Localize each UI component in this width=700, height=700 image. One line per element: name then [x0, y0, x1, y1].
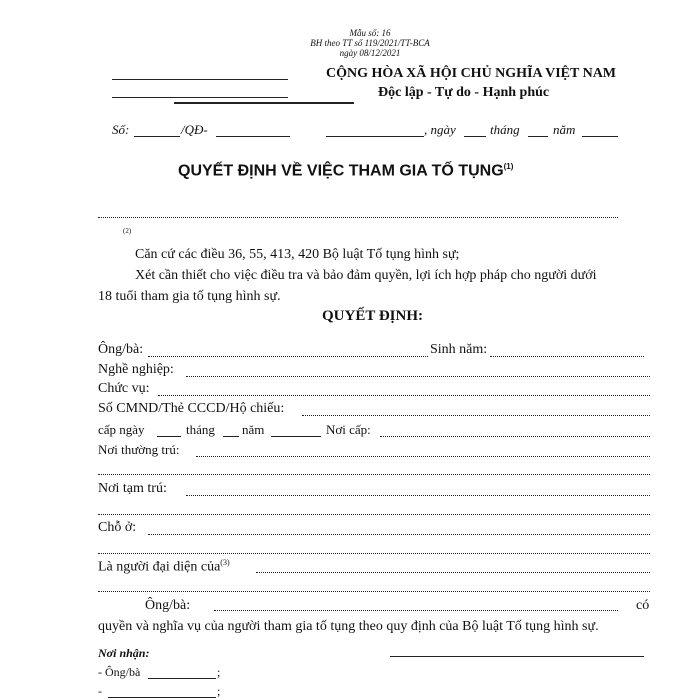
cho-o-field-2[interactable] — [98, 553, 650, 554]
ngay-label: , ngày — [424, 122, 456, 137]
qd-label: /QĐ- — [181, 122, 208, 137]
nghe-nghiep-label: Nghề nghiệp: — [98, 362, 174, 377]
thang-label: tháng — [490, 122, 520, 137]
qd-blank[interactable] — [216, 136, 290, 137]
chuc-vu-label: Chức vụ: — [98, 381, 150, 396]
form-ban-hanh: BH theo TT số 119/2021/TT-BCA — [310, 38, 430, 48]
nam-label: năm — [553, 122, 576, 137]
agency-line-2 — [112, 97, 288, 98]
thang-blank[interactable] — [528, 136, 548, 137]
closing-ong-ba-label: Ông/bà: — [145, 598, 191, 613]
cho-o-label: Chỗ ở: — [98, 520, 137, 535]
recipient-1-label: - Ông/bà — [98, 665, 141, 679]
signature-line[interactable] — [390, 656, 644, 657]
recipient-2-end: ; — [217, 684, 221, 698]
place-blank[interactable] — [326, 136, 424, 137]
form-number — [300, 28, 440, 58]
noi-thuong-tru-label: Nơi thường trú: — [98, 442, 180, 457]
cap-ngay-field[interactable] — [157, 436, 181, 437]
dai-dien-field[interactable] — [256, 572, 650, 573]
basis-line-2: Xét cần thiết cho việc điều tra và bảo đảm quyền, lợi ích hợp pháp cho người dưới — [135, 268, 597, 283]
so-blank[interactable] — [134, 136, 180, 137]
dai-dien-label — [98, 558, 230, 576]
noi-thuong-tru-field[interactable] — [196, 456, 650, 457]
cap-nam-label: năm — [242, 422, 265, 437]
form-ngay: ngày 08/12/2021 — [339, 48, 401, 58]
cmnd-label: Số CMND/Thẻ CCCD/Hộ chiếu: — [98, 401, 285, 416]
basis-line-3: 18 tuổi tham gia tố tụng hình sự. — [98, 289, 281, 304]
agency-underline — [174, 102, 354, 104]
dai-dien-footnote: (3) — [220, 558, 230, 567]
noi-tam-tru-label: Nơi tạm trú: — [98, 481, 167, 496]
noi-tam-tru-field-2[interactable] — [98, 514, 650, 515]
recipient-2-field[interactable] — [108, 697, 216, 698]
ong-ba-label: Ông/bà: — [98, 342, 144, 357]
noi-tam-tru-field[interactable] — [186, 495, 650, 496]
chuc-vu-field[interactable] — [158, 395, 650, 396]
recipient-1-field[interactable] — [148, 678, 216, 679]
ngay-blank[interactable] — [464, 136, 486, 137]
closing-co: có — [636, 598, 650, 613]
page-title — [178, 162, 513, 180]
cmnd-field[interactable] — [302, 415, 650, 416]
national-motto: Độc lập - Tự do - Hạnh phúc — [378, 85, 550, 100]
sinh-nam-label: Sinh năm: — [430, 342, 488, 357]
ong-ba-field[interactable] — [148, 356, 428, 357]
recipient-2-label: - — [98, 684, 102, 698]
basis-line-1: Căn cứ các điều 36, 55, 413, 420 Bộ luật Tố tụng hình sự; — [135, 247, 460, 262]
dai-dien-text: Là người đại diện của — [98, 559, 221, 575]
agency-line-1 — [112, 79, 288, 80]
recipient-1-end: ; — [217, 665, 221, 679]
recipients-label: Nơi nhận: — [98, 646, 150, 660]
so-label: Số: — [112, 122, 130, 137]
noi-cap-field[interactable] — [380, 436, 650, 437]
cap-ngay-label: cấp ngày — [98, 422, 145, 437]
form-mau-so: Mẫu số: 16 — [349, 28, 391, 38]
authority-line[interactable] — [98, 217, 618, 218]
cap-nam-field[interactable] — [271, 436, 321, 437]
footnote-2: (2) — [123, 227, 132, 235]
title-text: QUYẾT ĐỊNH VỀ VIỆC THAM GIA TỐ TỤNG — [178, 162, 504, 180]
cap-thang-label: tháng — [186, 422, 215, 437]
nam-blank[interactable] — [582, 136, 618, 137]
dai-dien-field-2[interactable] — [98, 591, 650, 592]
closing-line-2: quyền và nghĩa vụ của người tham gia tố tụng theo quy định của Bộ luật Tố tụng hình sự. — [98, 619, 599, 634]
cap-thang-field[interactable] — [223, 436, 239, 437]
cho-o-field[interactable] — [148, 534, 650, 535]
nghe-nghiep-field[interactable] — [186, 376, 650, 377]
closing-ong-ba-field[interactable] — [214, 610, 618, 611]
noi-thuong-tru-field-2[interactable] — [98, 474, 650, 475]
sinh-nam-field[interactable] — [490, 356, 644, 357]
country-name: CỘNG HÒA XÃ HỘI CHỦ NGHĨA VIỆT NAM — [326, 66, 617, 81]
decision-heading: QUYẾT ĐỊNH: — [322, 308, 423, 324]
title-footnote: (1) — [503, 162, 514, 171]
noi-cap-label: Nơi cấp: — [326, 422, 371, 437]
